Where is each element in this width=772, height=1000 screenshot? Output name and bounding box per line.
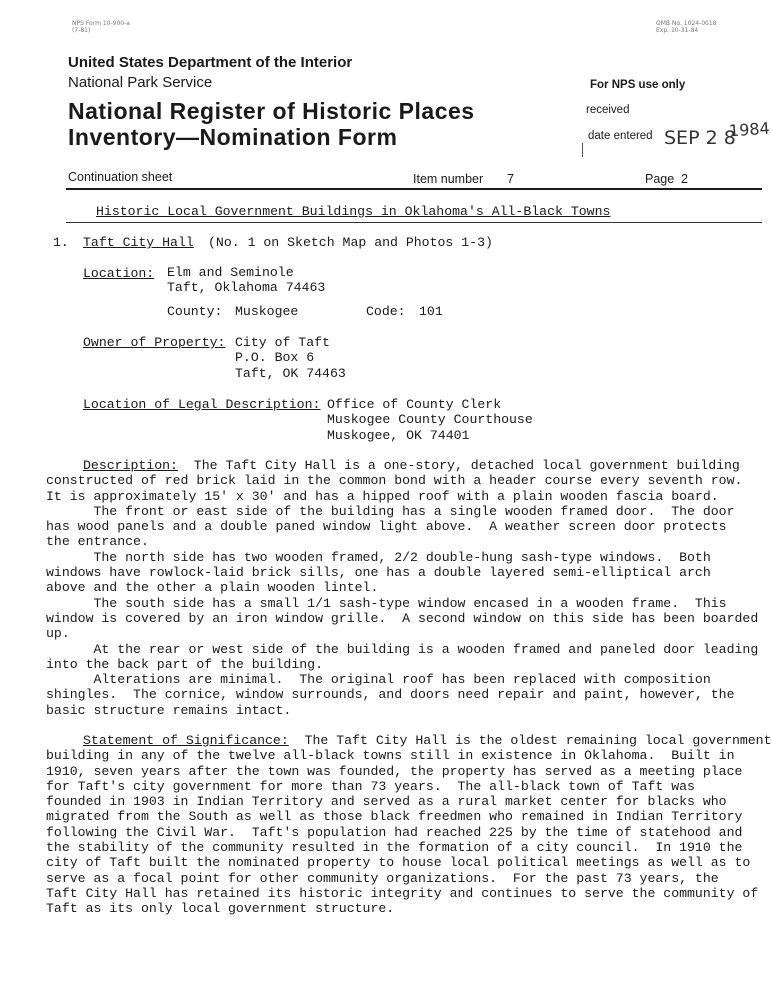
description-line: above and the other a plain wooden lintel. xyxy=(46,580,379,596)
significance-section xyxy=(46,733,772,917)
form-subtitle: Inventory—Nomination Form xyxy=(68,124,398,150)
heading-rule xyxy=(66,222,762,223)
code-label: Code: xyxy=(366,304,406,319)
form-code-line: (7-81) xyxy=(72,27,91,34)
significance-line: Taft as its only local government structure. xyxy=(46,901,395,917)
description-line: The front or east side of the building has a single wooden framed door. The door xyxy=(46,503,735,519)
significance-line: city of Taft built the nominated property to house local political meetings as well as to xyxy=(46,855,751,871)
description-line: The south side has a small 1/1 sash-type window encased in a wooden frame. This xyxy=(46,595,727,611)
entry-number: 1. xyxy=(53,235,69,250)
omb-number xyxy=(656,20,717,34)
significance-line: founded in 1903 in Indian Territory and served as a rural market center for blacks who xyxy=(46,794,727,810)
date-stamp-year: 1984 xyxy=(728,118,771,141)
significance-label: Statement of Significance: xyxy=(83,733,289,748)
description-section xyxy=(46,458,758,718)
description-line: the entrance. xyxy=(46,534,149,550)
form-code-line: NPS Form 10-900-a xyxy=(72,20,130,27)
location-label: Location: xyxy=(83,266,155,281)
significance-line: the stability of the community resulted in the formation of a city council. In 1910 the xyxy=(46,840,743,856)
legal-description-label: Location of Legal Description: xyxy=(83,397,321,412)
description-line: shingles. The cornice, window surrounds, and doors need repair and paint, however, the xyxy=(46,687,735,703)
owner-label: Owner of Property: xyxy=(83,335,226,350)
omb-line: OMB No. 1024-0018 xyxy=(656,20,717,27)
property-reference: (No. 1 on Sketch Map and Photos 1-3) xyxy=(208,235,493,250)
page-number: 2 xyxy=(681,172,688,186)
description-line: has wood panels and a double paned window light above. A weather screen door protects xyxy=(46,519,727,535)
item-number-label: Item number xyxy=(413,172,484,186)
form-title: National Register of Historic Places xyxy=(68,98,475,124)
legal-description-address xyxy=(327,397,533,443)
continuation-sheet-label: Continuation sheet xyxy=(68,170,173,184)
property-name: Taft City Hall xyxy=(83,235,194,250)
significance-line: migrated from the South as well as those black freedmen who remained in Indian Territory xyxy=(46,809,743,825)
significance-line: The Taft City Hall is the oldest remaining local government xyxy=(288,733,772,748)
item-number-value: 7 xyxy=(507,172,514,186)
form-code xyxy=(72,20,130,34)
location-address xyxy=(167,265,325,296)
description-line: window is covered by an iron window grille. A second window on this side has been boarded xyxy=(46,610,759,626)
significance-line: building in any of the twelve all-black towns still in existence in Oklahoma. Built in xyxy=(46,748,735,764)
significance-paragraph xyxy=(46,733,772,917)
significance-line: 1910, seven years after the town was founded, the property has served as a meeting place xyxy=(46,763,743,779)
description-line: windows have rowlock-laid brick sills, one has a double layered semi-elliptical arch xyxy=(46,565,711,581)
date-stamp: SEP 2 8 xyxy=(664,127,736,149)
bureau-name: National Park Service xyxy=(68,74,213,91)
legal-line: Muskogee County Courthouse xyxy=(327,412,533,428)
owner-line: City of Taft xyxy=(235,335,330,350)
significance-line: Taft City Hall has retained its historic integrity and continues to serve the community of xyxy=(46,885,759,901)
description-line: constructed of red brick laid in the common bond with a header course every seventh row. xyxy=(46,473,743,489)
county-value: Muskogee xyxy=(235,304,299,319)
description-line: It is approximately 15' x 30' and has a hipped roof with a plain wooden fascia board. xyxy=(46,488,719,504)
owner-line: P.O. Box 6 xyxy=(235,350,315,366)
code-value: 101 xyxy=(419,304,443,319)
description-paragraph xyxy=(46,458,758,718)
owner-line: Taft, OK 74463 xyxy=(235,365,346,381)
legal-line: Office of County Clerk xyxy=(327,397,502,412)
date-entered-label: date entered xyxy=(588,130,653,142)
county-label: County: xyxy=(167,304,223,319)
description-label: Description: xyxy=(83,458,178,473)
box-tick xyxy=(582,143,583,157)
received-label: received xyxy=(586,104,630,116)
owner-address xyxy=(235,335,346,381)
description-line: At the rear or west side of the building is a wooden framed and paneled door leading xyxy=(46,641,759,657)
description-line: into the back part of the building. xyxy=(46,656,323,672)
description-line: up. xyxy=(46,626,70,642)
address-line: Elm and Seminole xyxy=(167,265,294,280)
description-line: The Taft City Hall is a one-story, detached local government building xyxy=(177,458,740,473)
header-rule xyxy=(66,188,762,190)
significance-line: for Taft's city government for more than 73 years. The all-black town of Taft was xyxy=(46,778,695,794)
nps-use-only: For NPS use only xyxy=(590,79,686,91)
significance-line: following the Civil War. Taft's population had reached 225 by the time of statehood and xyxy=(46,824,743,840)
page-label: Page xyxy=(645,172,675,186)
address-line: Taft, Oklahoma 74463 xyxy=(167,280,326,296)
agency-name: United States Department of the Interior xyxy=(68,54,353,71)
description-line: Alterations are minimal. The original roof has been replaced with composition xyxy=(46,672,711,688)
description-line: The north side has two wooden framed, 2/2 double-hung sash-type windows. Both xyxy=(46,549,711,565)
legal-line: Muskogee, OK 74401 xyxy=(327,427,470,443)
description-line: basic structure remains intact. xyxy=(46,702,292,718)
document-heading: Historic Local Government Buildings in Oklahoma's All-Black Towns xyxy=(96,204,611,219)
omb-line: Exp. 10-31-84 xyxy=(656,27,699,34)
significance-line: serve as a focal point for other community organizations. For the past 73 years, the xyxy=(46,870,719,886)
